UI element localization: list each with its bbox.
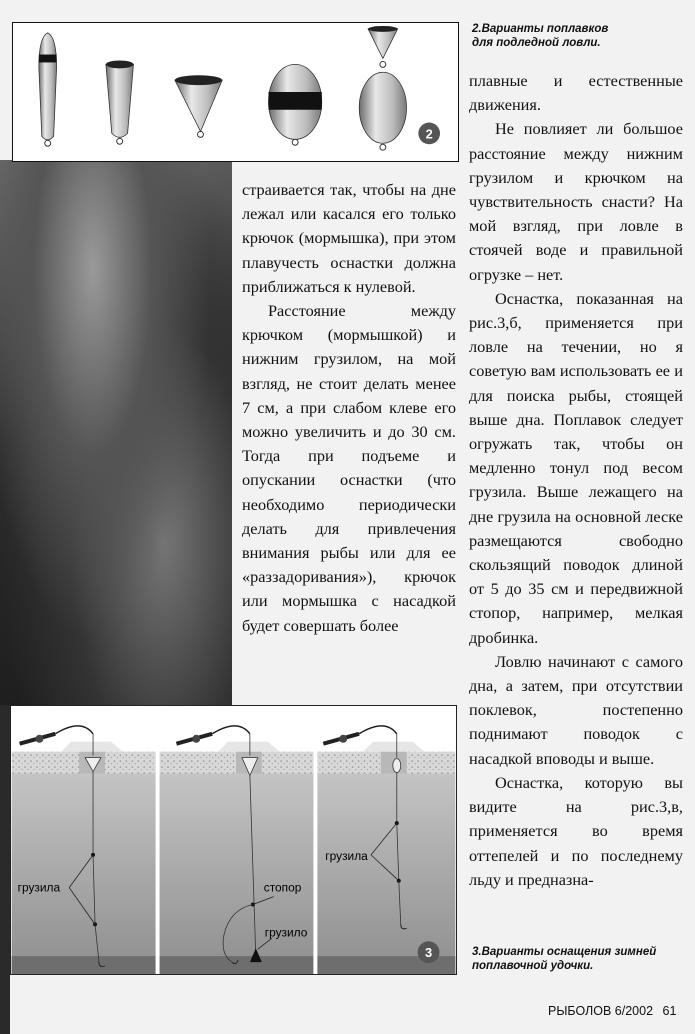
figure-3-badge: 3 <box>424 945 433 961</box>
panel-divider <box>313 706 317 974</box>
figure-2-badge: 2 <box>425 126 433 142</box>
float-double <box>359 26 406 150</box>
water-photo-strip <box>0 705 10 1034</box>
label-sinker-b: грузило <box>264 925 308 940</box>
paragraph: Ловлю начинают с самого дна, а затем, при отсутствии поклевок, постепенно поднимают поводок с насадкой вповоды и выше. <box>469 651 683 768</box>
figure-2-floats <box>12 22 459 162</box>
water-area <box>12 773 456 974</box>
figure-2-caption-line-2: для подледной ловли. <box>472 37 601 49</box>
paragraph: страивается так, чтобы на дне лежал или касался его только крючок (мормышка), при этом плавучесть оснастки должна приближаться к нулевой. <box>242 180 456 296</box>
figure-3-caption <box>472 945 687 973</box>
figure-2-caption-line-1: 2.Варианты поплавков <box>472 23 609 35</box>
paragraph: Оснастка, которую вы видите на рис.3,в, применяется во время оттепелей и по последнему льду и предназна- <box>469 772 683 889</box>
float-slender <box>39 33 57 146</box>
paragraph: плавные и естественные движения. <box>469 71 683 115</box>
paragraph: Оснастка, показанная на рис.3,б, применяется при ловле на течении, но я советую вам использовать ее и для поиска рыбы, стоящей выше дна. Поплавок следует огружать так, чтобы он медленно тонул под весом грузила. Выше лежащего на дне грузила на основной леске размещаются свободно скользящий поводок длиной от 5 до 35 см и передвижной стопор, например, мелкая дробинка. <box>469 288 683 647</box>
page-footer <box>548 1004 676 1018</box>
paragraph: Расстояние между крючком (мормышкой) и нижним грузилом, на мой взгляд, не стоит делать менее 7 см, а при слабом клеве его можно увеличить и до 30 см. Тогда при подъеме и опускании оснастки (что необходимо периодически делать для привлечения внимания рыбы или для ее «раззадоривания»), крючок или мормышка с насадкой будет совершать более <box>242 301 456 635</box>
label-stopper: стопор <box>263 880 302 895</box>
figure-3-caption-line-2: поплавочной удочки. <box>472 960 594 972</box>
float-ball <box>269 64 322 145</box>
text-column-middle <box>242 178 456 638</box>
label-sinkers-a: грузила <box>17 880 61 895</box>
magazine-issue: РЫБОЛОВ 6/2002 <box>548 1004 654 1018</box>
label-sinkers-c: грузила <box>325 848 368 863</box>
lake-bottom <box>12 956 456 974</box>
figure-2-caption <box>472 22 672 50</box>
float-cone <box>175 75 222 137</box>
figure-3-caption-line-1: 3.Варианты оснащения зимней <box>472 946 657 958</box>
text-column-right <box>469 69 683 892</box>
panel-divider <box>156 706 160 974</box>
figure-3-rigs <box>10 705 457 975</box>
water-photo <box>0 160 232 705</box>
paragraph: Не повлияет ли большое расстояние между нижним грузилом и крючком на чувствительность снасти? На мой взгляд, при ловле в стоячей воде и правильной огрузке – нет. <box>469 119 683 284</box>
page-number: 61 <box>662 1004 677 1018</box>
float-tapered <box>106 60 134 144</box>
